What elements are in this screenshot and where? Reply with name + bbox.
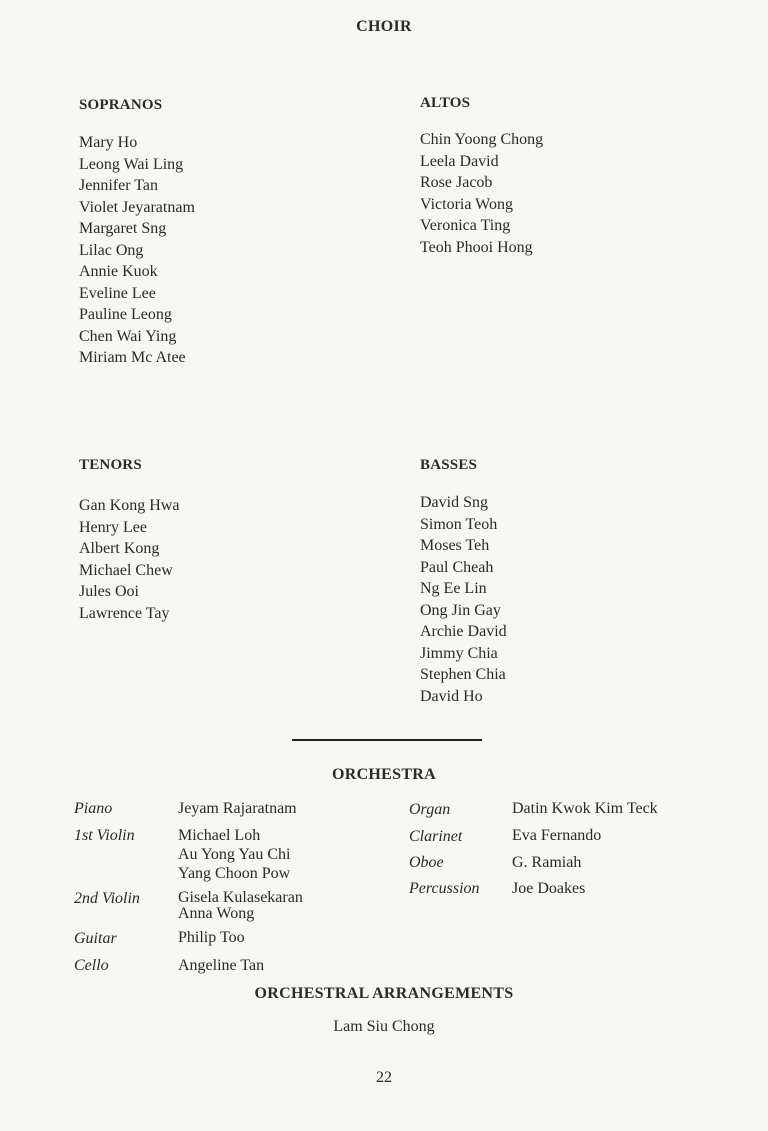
list-item: David Ho — [420, 687, 483, 705]
instrument-label: Percussion — [409, 880, 480, 897]
list-item: Leela David — [420, 152, 499, 170]
list-item: Albert Kong — [79, 540, 160, 557]
instrument-label: Cello — [74, 957, 109, 974]
list-item: Veronica Ting — [420, 217, 511, 234]
player-name: Datin Kwok Kim Teck — [512, 800, 658, 817]
instrument-label: Piano — [74, 800, 113, 817]
list-item: Simon Teoh — [420, 515, 498, 533]
choir-title: CHOIR — [356, 18, 412, 35]
player-name: Michael Loh — [178, 827, 261, 844]
list-item: Eveline Lee — [79, 284, 156, 302]
arranger-name: Lam Siu Chong — [333, 1018, 435, 1035]
instrument-label: Clarinet — [409, 828, 463, 845]
player-name: Philip Too — [178, 929, 245, 946]
list-item: Stephen Chia — [420, 666, 506, 683]
player-name: Au Yong Yau Chi — [178, 846, 291, 863]
section-divider — [292, 739, 482, 741]
list-item: Lawrence Tay — [79, 604, 170, 622]
list-item: Ng Ee Lin — [420, 580, 487, 597]
instrument-label: Organ — [409, 801, 451, 818]
player-name: Joe Doakes — [512, 880, 586, 897]
player-name: Gisela Kulasekaran — [178, 889, 303, 906]
arrangements-title: ORCHESTRAL ARRANGEMENTS — [254, 985, 514, 1002]
altos-list — [420, 129, 543, 258]
player-name: Anna Wong — [178, 905, 255, 922]
list-item: Jennifer Tan — [79, 177, 158, 194]
instrument-label: 1st Violin — [74, 827, 135, 844]
player-name: Angeline Tan — [178, 957, 265, 974]
sopranos-heading: SOPRANOS — [79, 97, 163, 113]
player-name: Yang Choon Pow — [178, 865, 291, 882]
instrument-label: 2nd Violin — [74, 890, 140, 907]
player-name: Eva Fernando — [512, 827, 602, 844]
basses-heading: BASSES — [420, 457, 478, 473]
sopranos-list — [79, 132, 195, 369]
basses-list — [420, 492, 507, 707]
tenors-list — [79, 495, 179, 624]
list-item: Michael Chew — [79, 561, 173, 579]
page-number: 22 — [376, 1069, 392, 1086]
list-item: Jules Ooi — [79, 583, 139, 600]
player-name: Jeyam Rajaratnam — [178, 800, 297, 817]
list-item: Margaret Sng — [79, 220, 167, 237]
list-item: Rose Jacob — [420, 174, 493, 191]
orchestra-title: ORCHESTRA — [331, 766, 437, 783]
list-item: Miriam Mc Atee — [79, 349, 186, 366]
player-name: G. Ramiah — [512, 854, 582, 871]
list-item: Chin Yoong Chong — [420, 131, 544, 148]
altos-heading: ALTOS — [420, 95, 471, 111]
list-item: Paul Cheah — [420, 558, 494, 576]
list-item: Victoria Wong — [420, 195, 513, 213]
list-item: Chen Wai Ying — [79, 327, 177, 345]
instrument-label: Oboe — [409, 854, 444, 871]
list-item: Gan Kong Hwa — [79, 497, 180, 514]
list-item: Lilac Ong — [79, 241, 144, 259]
list-item: David Sng — [420, 494, 488, 511]
tenors-heading: TENORS — [79, 457, 142, 473]
list-item: Henry Lee — [79, 518, 147, 536]
instrument-label: Guitar — [74, 930, 117, 947]
list-item: Annie Kuok — [79, 263, 158, 280]
list-item: Moses Teh — [420, 537, 490, 554]
list-item: Mary Ho — [79, 134, 138, 151]
list-item: Ong Jin Gay — [420, 601, 501, 619]
list-item: Archie David — [420, 623, 507, 640]
list-item: Pauline Leong — [79, 306, 172, 323]
list-item: Jimmy Chia — [420, 644, 498, 662]
list-item: Leong Wai Ling — [79, 155, 184, 173]
list-item: Violet Jeyaratnam — [79, 198, 195, 216]
list-item: Teoh Phooi Hong — [420, 238, 533, 256]
